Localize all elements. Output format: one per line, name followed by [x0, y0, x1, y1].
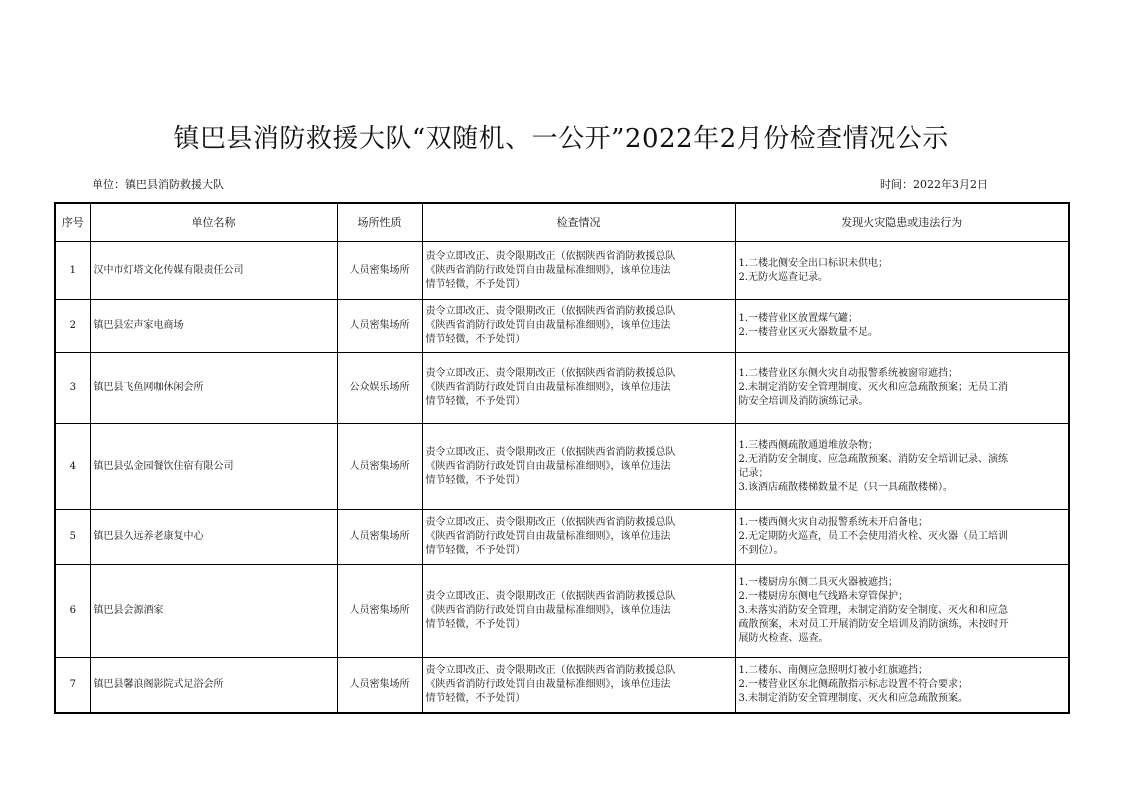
- finding-line: 2.一楼营业区灭火器数量不足。: [738, 327, 879, 338]
- finding-line: 3.未制定消防安全管理制度、灭火和应急疏散预案。: [738, 692, 969, 704]
- inspection-line: 《陕西省消防行政处罚自由裁量标准细则》，该单位违法: [425, 460, 671, 472]
- finding-line: 2.无消防安全制度、应急疏散预案、消防安全培训记录、演练: [738, 453, 1009, 465]
- table-row: [55, 658, 1069, 713]
- unit-line: 单位：镇巴县消防救援大队: [92, 178, 224, 191]
- col-header-name: 单位名称: [90, 203, 337, 242]
- finding-line: 3.该酒店疏散楼梯数量不足（只一具疏散楼梯）。: [738, 481, 954, 493]
- finding-line: 1.三楼西侧疏散通道堆放杂物；: [738, 439, 879, 451]
- row-number: 7: [55, 658, 90, 713]
- finding-line: 不到位）。: [738, 545, 784, 556]
- hazard-findings: [735, 424, 1069, 510]
- inspection-table: [54, 202, 1070, 714]
- table-row: [55, 424, 1069, 510]
- unit-name: 镇巴县会源酒家: [90, 565, 337, 658]
- inspection-result: [422, 565, 735, 658]
- inspection-line: 情节轻微，不予处罚）: [425, 474, 526, 486]
- document-title: 镇巴县消防救援大队“双随机、一公开”2022年2月份检查情况公示: [173, 124, 949, 154]
- finding-line: 展防火检查、巡查。: [738, 633, 829, 644]
- finding-line: 1.二楼北侧安全出口标识未供电；: [738, 257, 889, 269]
- inspection-line: 责令立即改正、责令限期改正（依据陕西省消防救援总队: [425, 664, 676, 676]
- inspection-line: 责令立即改正、责令限期改正（依据陕西省消防救援总队: [425, 517, 676, 528]
- finding-line: 2.无定期防火巡查，员工不会使用消火栓、灭火器（员工培训: [738, 531, 1009, 542]
- hazard-findings: [735, 565, 1069, 658]
- inspection-line: 《陕西省消防行政处罚自由裁量标准细则》，该单位违法: [425, 605, 671, 616]
- table-row: [55, 300, 1069, 353]
- inspection-result: [422, 300, 735, 353]
- site-type: 人员密集场所: [337, 242, 422, 300]
- inspection-result: [422, 242, 735, 300]
- unit-name: 镇巴县久远养老康复中心: [90, 510, 337, 565]
- hazard-findings: [735, 300, 1069, 353]
- hazard-findings: [735, 510, 1069, 565]
- finding-line: 防安全培训及消防演练记录。: [738, 396, 869, 407]
- inspection-line: 情节轻微，不予处罚）: [425, 396, 526, 407]
- site-type: 人员密集场所: [337, 300, 422, 353]
- inspection-line: 情节轻微，不予处罚）: [425, 619, 526, 630]
- inspection-line: 责令立即改正、责令限期改正（依据陕西省消防救援总队: [425, 446, 676, 458]
- inspection-line: 责令立即改正、责令限期改正（依据陕西省消防救援总队: [425, 591, 676, 602]
- site-type: 人员密集场所: [337, 424, 422, 510]
- site-type: 人员密集场所: [337, 658, 422, 713]
- row-number: 2: [55, 300, 90, 353]
- table-header-row: [55, 203, 1069, 242]
- hazard-findings: [735, 658, 1069, 713]
- finding-line: 记录；: [738, 467, 769, 479]
- inspection-line: 《陕西省消防行政处罚自由裁量标准细则》，该单位违法: [425, 678, 671, 690]
- inspection-result: [422, 658, 735, 713]
- inspection-result: [422, 353, 735, 424]
- date-line: 时间：2022年3月2日: [880, 178, 988, 191]
- col-header-no: 序号: [55, 203, 90, 242]
- finding-line: 1.二楼东、南侧应急照明灯被小红旗遮挡；: [738, 664, 929, 676]
- table-row: [55, 242, 1069, 300]
- inspection-result: [422, 424, 735, 510]
- col-header-type: 场所性质: [337, 203, 422, 242]
- finding-line: 3.未落实消防安全管理，未制定消防安全制度、灭火和和应急: [738, 605, 1009, 616]
- row-number: 6: [55, 565, 90, 658]
- unit-name: 汉中市灯塔文化传媒有限责任公司: [90, 242, 337, 300]
- inspection-line: 责令立即改正、责令限期改正（依据陕西省消防救援总队: [425, 306, 676, 317]
- table-row: [55, 353, 1069, 424]
- row-number: 5: [55, 510, 90, 565]
- inspection-line: 情节轻微，不予处罚）: [425, 692, 526, 704]
- inspection-line: 《陕西省消防行政处罚自由裁量标准细则》，该单位违法: [425, 264, 671, 276]
- finding-line: 2.无防火巡查记录。: [738, 271, 829, 283]
- inspection-line: 情节轻微，不予处罚）: [425, 545, 526, 556]
- site-type: 人员密集场所: [337, 565, 422, 658]
- finding-line: 2.未制定消防安全管理制度、灭火和应急疏散预案；无员工消: [738, 382, 1009, 393]
- col-header-findings: 发现火灾隐患或违法行为: [735, 203, 1069, 242]
- inspection-line: 责令立即改正、责令限期改正（依据陕西省消防救援总队: [425, 368, 676, 379]
- finding-line: 1.一楼西侧火灾自动报警系统未开启备电；: [738, 517, 929, 528]
- row-number: 4: [55, 424, 90, 510]
- inspection-line: 情节轻微，不予处罚）: [425, 334, 526, 345]
- inspection-line: 《陕西省消防行政处罚自由裁量标准细则》，该单位违法: [425, 531, 671, 542]
- finding-line: 1.二楼营业区东侧火灾自动报警系统被窗帘遮挡；: [738, 368, 959, 379]
- inspection-line: 责令立即改正、责令限期改正（依据陕西省消防救援总队: [425, 250, 676, 262]
- unit-name: 镇巴县宏声家电商场: [90, 300, 337, 353]
- hazard-findings: [735, 242, 1069, 300]
- unit-name: 镇巴县馨浪阁影院式足浴会所: [90, 658, 337, 713]
- table-row: [55, 510, 1069, 565]
- col-header-inspection: 检查情况: [422, 203, 735, 242]
- unit-name: 镇巴县飞鱼网咖休闲会所: [90, 353, 337, 424]
- inspection-line: 情节轻微，不予处罚）: [425, 278, 526, 290]
- table-row: [55, 565, 1069, 658]
- row-number: 3: [55, 353, 90, 424]
- finding-line: 2.一楼营业区东北侧疏散指示标志设置不符合要求；: [738, 678, 969, 690]
- site-type: 公众娱乐场所: [337, 353, 422, 424]
- inspection-line: 《陕西省消防行政处罚自由裁量标准细则》，该单位违法: [425, 382, 671, 393]
- row-number: 1: [55, 242, 90, 300]
- inspection-result: [422, 510, 735, 565]
- hazard-findings: [735, 353, 1069, 424]
- finding-line: 2.一楼厨房东侧电气线路未穿管保护；: [738, 591, 909, 602]
- unit-name: 镇巴县弘金园餐饮住宿有限公司: [90, 424, 337, 510]
- site-type: 人员密集场所: [337, 510, 422, 565]
- finding-line: 1.一楼厨房东侧二具灭火器被遮挡；: [738, 577, 899, 588]
- finding-line: 疏散预案，未对员工开展消防安全培训及消防演练，未按时开: [738, 619, 1009, 630]
- inspection-line: 《陕西省消防行政处罚自由裁量标准细则》，该单位违法: [425, 320, 671, 331]
- finding-line: 1.一楼营业区放置煤气罐；: [738, 313, 859, 324]
